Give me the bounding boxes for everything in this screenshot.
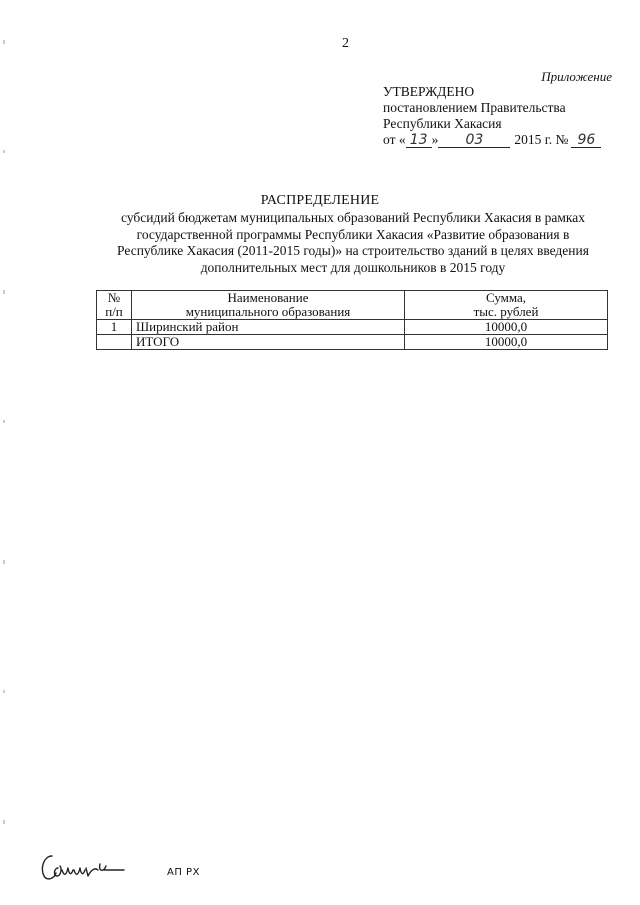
date-close-quote: » (431, 132, 439, 147)
row-name: Ширинский район (132, 320, 405, 335)
table-header-row (97, 291, 608, 320)
approval-line1: УТВЕРЖДЕНО (383, 84, 475, 99)
header-name-line1: Наименование (227, 290, 309, 305)
appendix-label: Приложение (541, 69, 612, 84)
handwritten-day: 13 (406, 133, 432, 148)
header-num-line2: п/п (105, 304, 123, 319)
subtitle-line: субсидий бюджетам муниципальных образований Республики Хакасия в рамках (121, 210, 585, 225)
header-num (97, 291, 132, 320)
footer-initials: АП РХ (167, 867, 200, 878)
subtitle-line: государственной программы Республики Хакасия «Развитие образования в (136, 226, 570, 242)
document-subtitle (98, 210, 608, 276)
handwritten-number: 96 (571, 133, 601, 148)
row-sum: 10000,0 (405, 320, 608, 335)
row-name: ИТОГО (132, 335, 405, 350)
table-row (97, 320, 608, 335)
header-sum (405, 291, 608, 320)
row-num: 1 (97, 320, 132, 335)
table-row-total (97, 335, 608, 350)
approval-line2: постановлением Правительства (383, 100, 566, 115)
subtitle-line: Республике Хакасия (2011-2015 годы)» на строительство зданий в целях введения (117, 243, 589, 258)
margin-marks (0, 0, 10, 905)
approval-line3: Республики Хакасия (383, 116, 502, 131)
header-sum-line2: тыс. рублей (473, 304, 539, 319)
header-name (132, 291, 405, 320)
date-prefix: от « (383, 132, 406, 147)
page-number: 2 (342, 36, 349, 51)
row-num (97, 335, 132, 350)
header-name-line2: муниципального образования (185, 304, 351, 319)
year-text: 2015 г. № (514, 132, 569, 147)
distribution-table (96, 290, 608, 350)
handwritten-month: 03 (438, 133, 510, 148)
approval-date-line (383, 132, 601, 148)
header-num-line1: № (107, 290, 121, 305)
header-sum-line1: Сумма, (485, 290, 527, 305)
row-sum: 10000,0 (405, 335, 608, 350)
subtitle-line: дополнительных мест для дошкольников в 2015 году (200, 259, 506, 275)
handwritten-signature (38, 846, 138, 886)
approval-block (383, 84, 601, 148)
document-title: РАСПРЕДЕЛЕНИЕ (260, 193, 380, 208)
